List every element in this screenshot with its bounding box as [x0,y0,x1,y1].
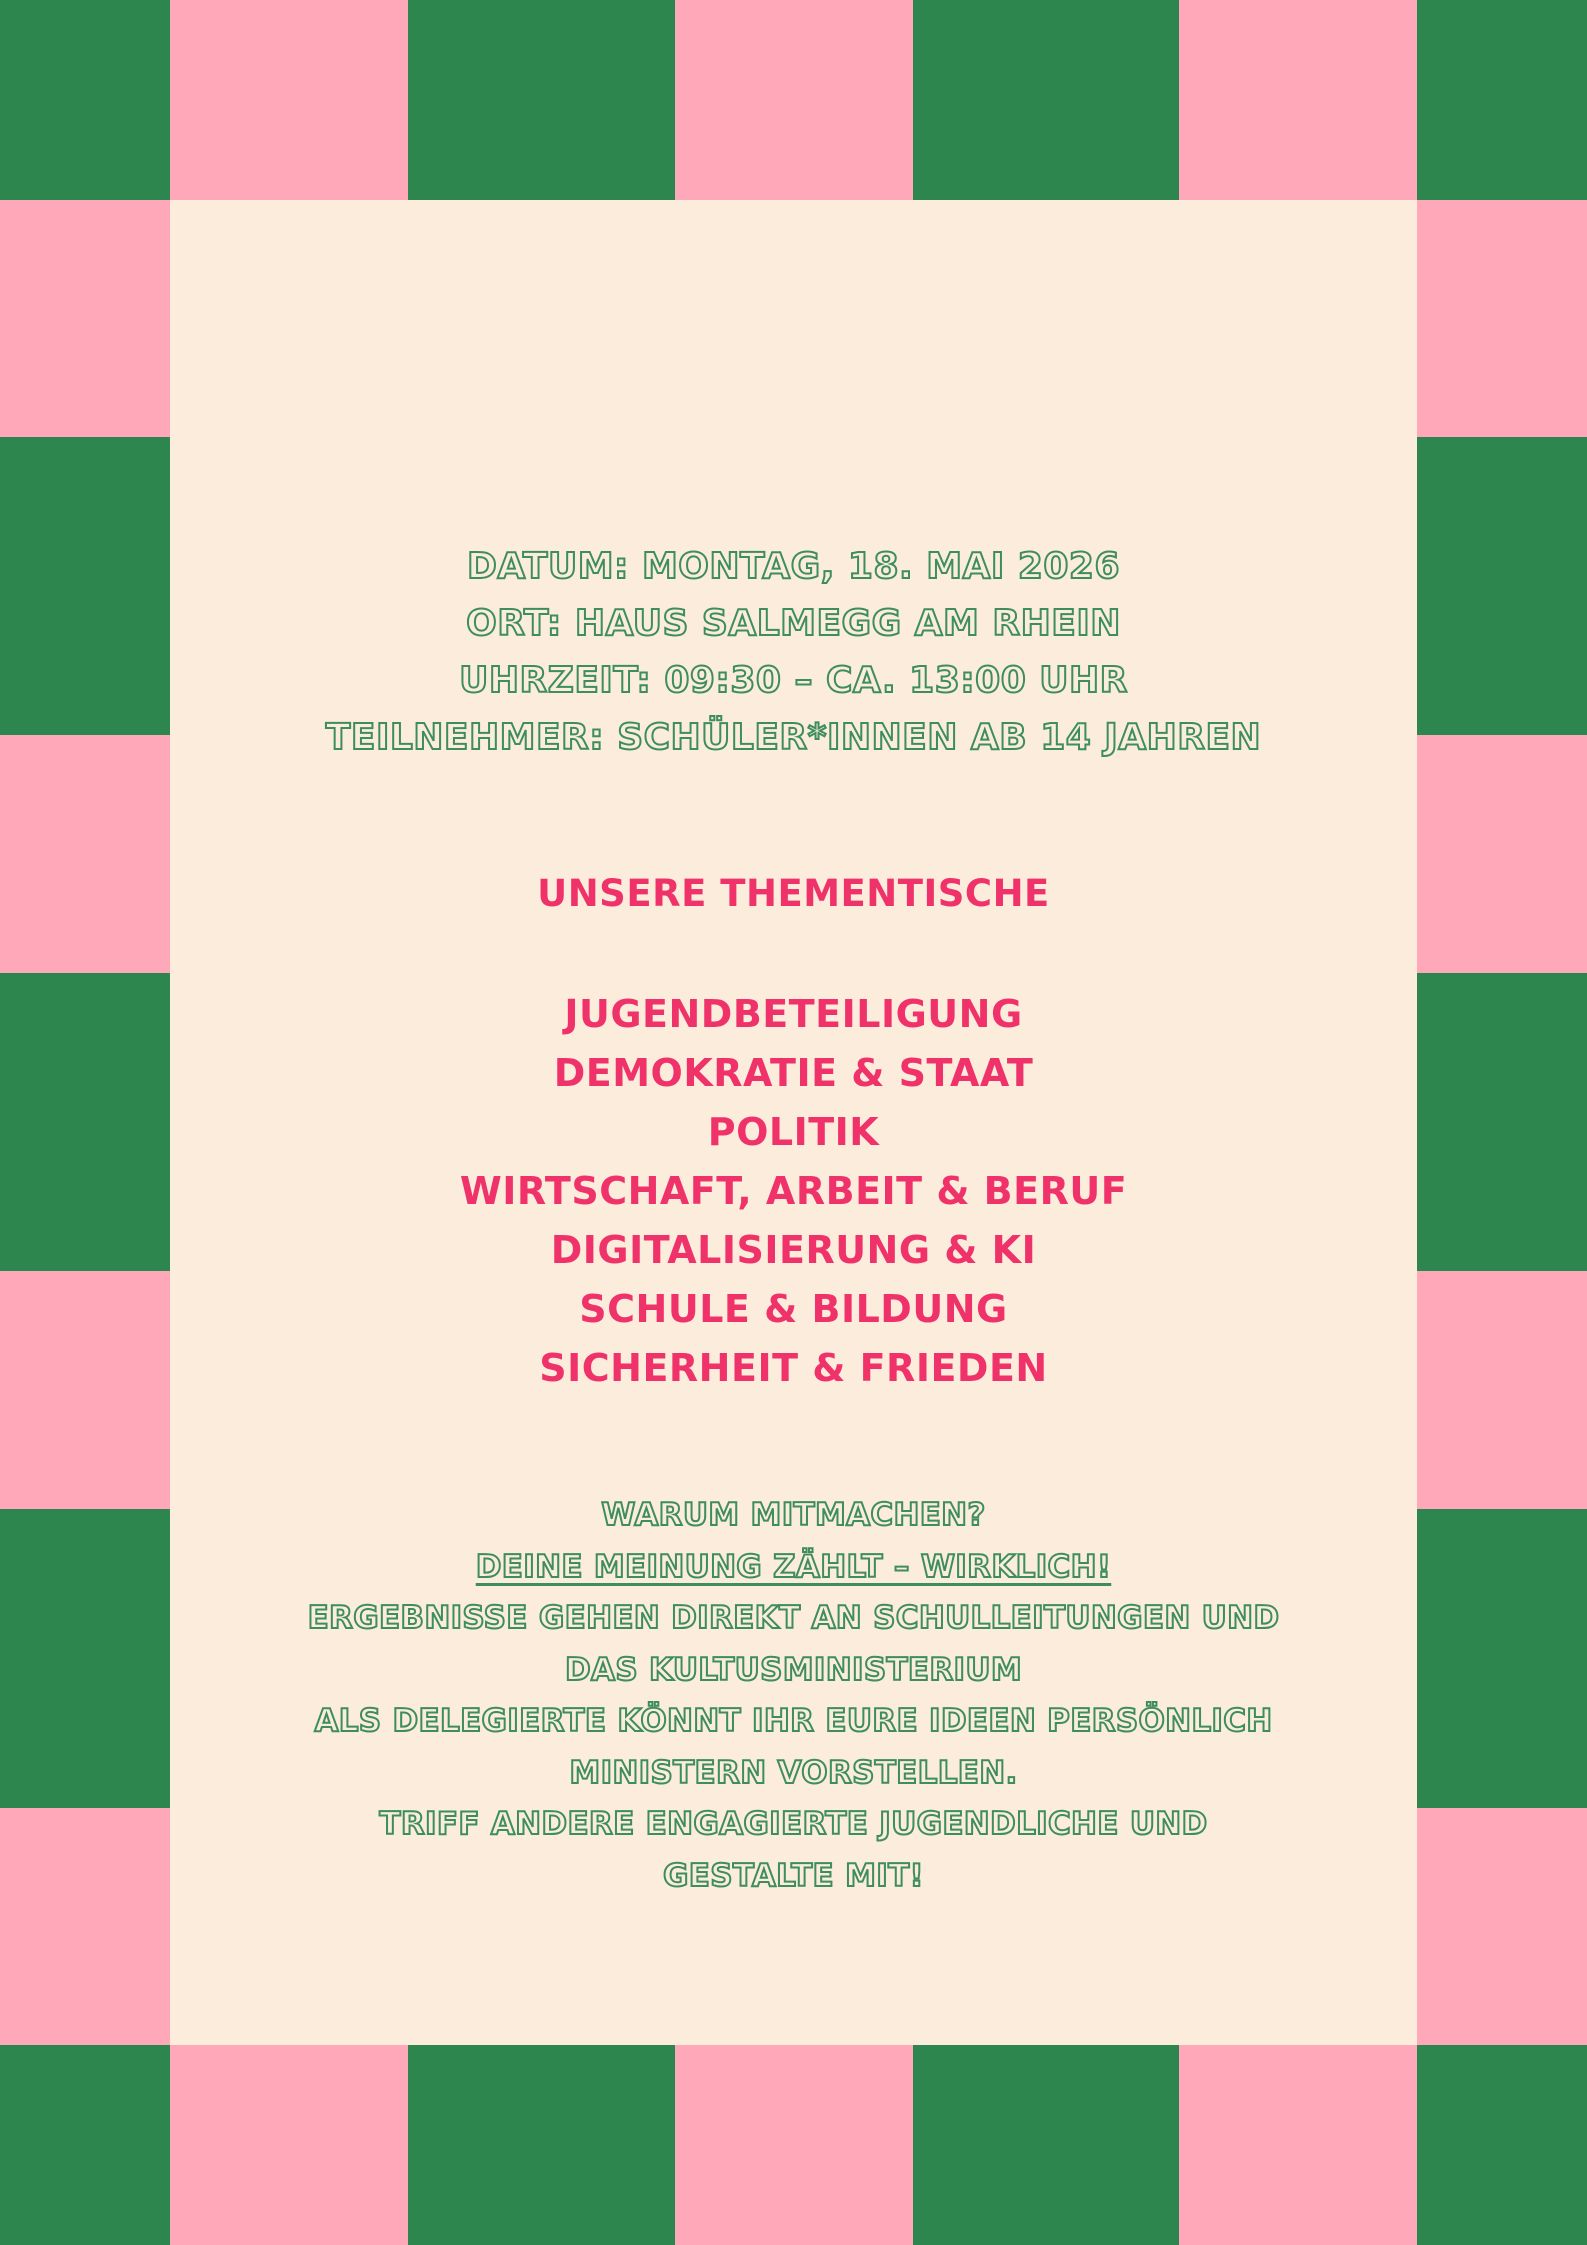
border-tile-top [675,0,913,200]
reasons-section [170,1490,1417,1902]
border-tile-bottom [675,2045,913,2245]
border-tile-right [1417,1271,1587,1509]
border-tile-right [1417,1509,1587,1808]
border-tile-left [0,1808,170,2045]
reason-line: ALS DELEGIERTE KÖNNT IHR EURE IDEEN PERSÖNLICH [314,1703,1273,1739]
border-tile-bottom [1179,2045,1417,2245]
border-tile-top [913,0,1179,200]
border-tile-top [170,0,408,200]
border-tile-bottom [1417,2045,1587,2245]
border-tile-left [0,1271,170,1509]
border-tile-left [0,1509,170,1808]
reason-line: ERGEBNISSE GEHEN DIREKT AN SCHULLEITUNGEN UND [307,1600,1280,1636]
border-tile-top [0,0,170,200]
topic-item: WIRTSCHAFT, ARBEIT & BERUF [459,1169,1128,1213]
reason-line: DAS KULTUSMINISTERIUM [565,1651,1022,1688]
event-participants: TEILNEHMER: SCHÜLER*INNEN AB 14 JAHREN [325,717,1262,758]
border-tile-bottom [913,2045,1179,2245]
border-tile-right [1417,200,1587,437]
border-tile-right [1417,973,1587,1271]
event-location: ORT: HAUS SALMEGG AM RHEIN [466,603,1121,644]
border-tile-right [1417,1808,1587,2045]
reason-line: GESTALTE MIT! [663,1857,924,1894]
border-tile-right [1417,735,1587,973]
border-tile-left [0,735,170,973]
border-tile-top [408,0,675,200]
border-tile-bottom [170,2045,408,2245]
border-tile-bottom [408,2045,675,2245]
topic-item: DIGITALISIERUNG & KI [550,1228,1037,1272]
reasons-highlight: DEINE MEINUNG ZÄHLT – WIRKLICH! [475,1548,1112,1585]
border-tile-bottom [0,2045,170,2245]
topic-item: JUGENDBETEILIGUNG [564,992,1023,1036]
event-details [170,538,1417,766]
reason-line: TRIFF ANDERE ENGAGIERTE JUGENDLICHE UND [379,1806,1208,1842]
reason-line: MINISTERN VORSTELLEN. [569,1754,1018,1791]
topic-item: SCHULE & BILDUNG [579,1287,1008,1331]
border-tile-right [1417,437,1587,735]
content-panel [170,200,1417,2044]
border-tile-top [1417,0,1587,200]
topic-item: SICHERHEIT & FRIEDEN [539,1346,1048,1390]
event-date: DATUM: MONTAG, 18. MAI 2026 [466,546,1121,587]
border-tile-left [0,200,170,437]
topics-list [170,985,1417,1398]
border-tile-left [0,973,170,1271]
topics-heading: UNSERE THEMENTISCHE [537,872,1050,915]
reasons-heading: WARUM MITMACHEN? [601,1497,986,1533]
event-time: UHRZEIT: 09:30 – CA. 13:00 UHR [459,660,1128,701]
border-tile-left [0,437,170,735]
border-tile-top [1179,0,1417,200]
topic-item: DEMOKRATIE & STAAT [553,1051,1034,1095]
topic-item: POLITIK [707,1110,880,1154]
